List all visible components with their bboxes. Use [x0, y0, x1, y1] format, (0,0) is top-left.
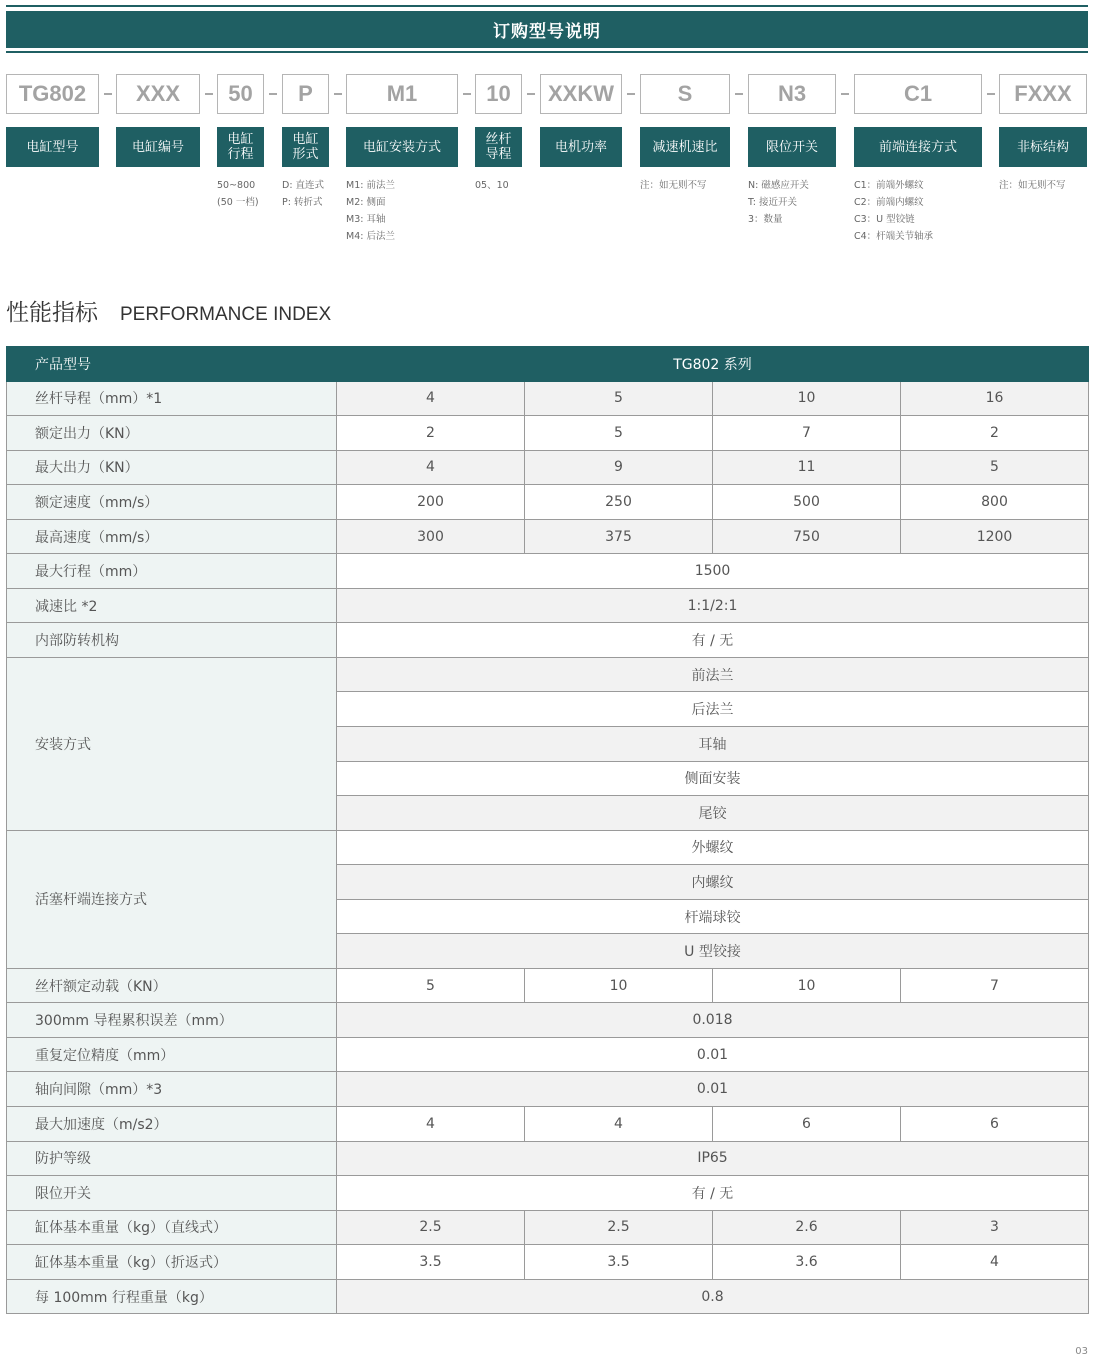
code-label-line: 形式: [292, 147, 319, 162]
table-row: [7, 623, 1089, 658]
row-label: 安装方式: [7, 657, 337, 830]
code-separator-dash: [334, 93, 342, 95]
code-separator-dash: [627, 93, 635, 95]
row-value: 4: [337, 381, 525, 416]
code-separator-dash: [269, 93, 277, 95]
row-value: 750: [713, 519, 901, 554]
table-row: [7, 381, 1089, 416]
code-separator-dash: [104, 93, 112, 95]
code-label-line: 限位开关: [765, 139, 818, 155]
code-box: XXKW: [540, 74, 622, 114]
row-value: 有 / 无: [337, 623, 1089, 658]
code-label-line: 电机功率: [554, 139, 607, 155]
row-value: 0.01: [337, 1072, 1089, 1107]
code-box: FXXX: [999, 74, 1087, 114]
row-value: 0.8: [337, 1279, 1089, 1314]
table-row: [7, 1279, 1089, 1314]
code-label-line: 非标结构: [1016, 139, 1069, 155]
row-value: 800: [901, 485, 1089, 520]
row-value: 有 / 无: [337, 1176, 1089, 1211]
code-note-line: C3：U 型铰链: [854, 214, 915, 225]
row-value: 尾铰: [337, 796, 1089, 831]
code-separator-dash: [987, 93, 995, 95]
row-value: 6: [713, 1107, 901, 1142]
row-value: 1200: [901, 519, 1089, 554]
row-value: 4: [901, 1245, 1089, 1280]
row-value: 16: [901, 381, 1089, 416]
code-note: [346, 177, 395, 245]
performance-table: [6, 346, 1089, 1314]
bottom-rule: [6, 51, 1088, 53]
code-label: [854, 127, 982, 167]
code-label-line: 导程: [485, 147, 512, 162]
code-box: P: [282, 74, 329, 114]
code-note-line: M2: 侧面: [346, 197, 386, 208]
code-note-line: T: 接近开关: [748, 197, 797, 208]
row-value: 外螺纹: [337, 830, 1089, 865]
row-value: 5: [525, 416, 713, 451]
code-label: [346, 127, 458, 167]
table-row: [7, 554, 1089, 589]
code-note: [748, 177, 809, 228]
row-value: 250: [525, 485, 713, 520]
row-label: 内部防转机构: [7, 623, 337, 658]
row-value: 3.5: [525, 1245, 713, 1280]
code-separator-dash: [527, 93, 535, 95]
table-row: [7, 519, 1089, 554]
top-rule: [6, 5, 1088, 7]
table-row: [7, 830, 1089, 865]
row-value: 后法兰: [337, 692, 1089, 727]
table-row: [7, 450, 1089, 485]
row-value: 5: [901, 450, 1089, 485]
row-label: 重复定位精度（mm）: [7, 1037, 337, 1072]
row-value: 375: [525, 519, 713, 554]
code-label: [217, 127, 264, 167]
code-label-line: 电缸: [227, 132, 254, 147]
row-value: 7: [713, 416, 901, 451]
row-label: 最大加速度（m/s2）: [7, 1107, 337, 1142]
code-note-line: C4：杆端关节轴承: [854, 231, 934, 242]
header-series: TG802 系列: [337, 347, 1089, 382]
row-label: 额定速度（mm/s）: [7, 485, 337, 520]
page-number: 03: [1075, 1346, 1088, 1357]
code-note-line: (50 一档): [217, 197, 259, 208]
code-note-line: M1: 前法兰: [346, 180, 395, 191]
row-label: 轴向间隙（mm）*3: [7, 1072, 337, 1107]
code-note-line: M4: 后法兰: [346, 231, 395, 242]
code-note-line: P: 转折式: [282, 197, 323, 208]
code-label-line: 电缸型号: [26, 139, 79, 155]
row-value: 1:1/2:1: [337, 588, 1089, 623]
row-value: 耳轴: [337, 727, 1089, 762]
code-note-line: C1：前端外螺纹: [854, 180, 924, 191]
row-value: IP65: [337, 1141, 1089, 1176]
code-label: [6, 127, 99, 167]
row-value: 侧面安装: [337, 761, 1089, 796]
row-value: 10: [713, 968, 901, 1003]
row-value: 2: [901, 416, 1089, 451]
row-value: 5: [337, 968, 525, 1003]
code-label-line: 前端连接方式: [878, 139, 957, 155]
row-label: 额定出力（KN）: [7, 416, 337, 451]
section-title-zh: 性能指标: [6, 300, 98, 326]
code-label: [540, 127, 622, 167]
header-label: 产品型号: [7, 347, 337, 382]
table-row: [7, 1245, 1089, 1280]
code-note-line: 注：如无则不写: [999, 180, 1066, 191]
row-value: 4: [337, 450, 525, 485]
code-note: [854, 177, 933, 245]
code-note-line: D: 直连式: [282, 180, 325, 191]
row-label: 丝杆导程（mm）*1: [7, 381, 337, 416]
code-label-line: 丝杆: [485, 132, 512, 147]
section-title: [6, 294, 331, 327]
code-label-line: 电缸安装方式: [362, 139, 441, 155]
code-note-line: N: 磁感应开关: [748, 180, 809, 191]
code-box: TG802: [6, 74, 99, 114]
table-row: [7, 1037, 1089, 1072]
code-note: [640, 177, 707, 194]
row-value: 前法兰: [337, 657, 1089, 692]
table-row: [7, 485, 1089, 520]
row-label: 防护等级: [7, 1141, 337, 1176]
row-label: 限位开关: [7, 1176, 337, 1211]
row-value: 3.5: [337, 1245, 525, 1280]
code-label-line: 电缸: [292, 132, 319, 147]
row-label: 缸体基本重量（kg）（折返式）: [7, 1245, 337, 1280]
code-note-line: 3：数量: [748, 214, 783, 225]
code-note-line: 50~800: [217, 180, 256, 191]
code-label: [640, 127, 730, 167]
row-value: 1500: [337, 554, 1089, 589]
row-label: 最高速度（mm/s）: [7, 519, 337, 554]
row-value: 3: [901, 1210, 1089, 1245]
table-row: [7, 416, 1089, 451]
row-value: 300: [337, 519, 525, 554]
code-note: [475, 177, 509, 194]
row-label: 最大行程（mm）: [7, 554, 337, 589]
table-row: [7, 1210, 1089, 1245]
row-value: U 型铰接: [337, 934, 1089, 969]
section-title-en: PERFORMANCE INDEX: [120, 304, 332, 325]
row-value: 2.6: [713, 1210, 901, 1245]
code-box: 10: [475, 74, 522, 114]
row-label: 每 100mm 行程重量（kg）: [7, 1279, 337, 1314]
row-value: 0.018: [337, 1003, 1089, 1038]
row-label: 减速比 *2: [7, 588, 337, 623]
code-label-line: 减速机速比: [652, 139, 718, 155]
row-value: 杆端球铰: [337, 899, 1089, 934]
row-value: 10: [525, 968, 713, 1003]
row-label: 缸体基本重量（kg）（直线式）: [7, 1210, 337, 1245]
row-value: 200: [337, 485, 525, 520]
table-row: [7, 1141, 1089, 1176]
code-box: C1: [854, 74, 982, 114]
code-box: XXX: [116, 74, 200, 114]
code-box: M1: [346, 74, 458, 114]
code-separator-dash: [841, 93, 849, 95]
row-value: 5: [525, 381, 713, 416]
code-label: [116, 127, 200, 167]
code-label: [999, 127, 1087, 167]
table-header-row: [7, 347, 1089, 382]
row-label: 活塞杆端连接方式: [7, 830, 337, 968]
row-value: 4: [525, 1107, 713, 1142]
order-title: 订购型号说明: [6, 11, 1088, 48]
row-value: 内螺纹: [337, 865, 1089, 900]
code-note-line: C2：前端内螺纹: [854, 197, 924, 208]
code-note: [217, 177, 259, 211]
code-note-line: 注：如无则不写: [640, 180, 707, 191]
table-row: [7, 968, 1089, 1003]
code-note: [999, 177, 1066, 194]
code-separator-dash: [205, 93, 213, 95]
table-row: [7, 1176, 1089, 1211]
code-note-line: 05、10: [475, 180, 509, 191]
code-note-line: M3: 耳轴: [346, 214, 386, 225]
row-label: 丝杆额定动载（KN）: [7, 968, 337, 1003]
table-row: [7, 657, 1089, 692]
code-label: [282, 127, 329, 167]
table-row: [7, 1003, 1089, 1038]
row-label: 300mm 导程累积误差（mm）: [7, 1003, 337, 1038]
row-value: 4: [337, 1107, 525, 1142]
code-box: 50: [217, 74, 264, 114]
row-value: 2: [337, 416, 525, 451]
row-label: 最大出力（KN）: [7, 450, 337, 485]
row-value: 9: [525, 450, 713, 485]
row-value: 3.6: [713, 1245, 901, 1280]
code-label: [475, 127, 522, 167]
code-note: [282, 177, 324, 211]
table-row: [7, 1107, 1089, 1142]
code-label-line: 行程: [227, 147, 254, 162]
table-row: [7, 1072, 1089, 1107]
row-value: 6: [901, 1107, 1089, 1142]
row-value: 500: [713, 485, 901, 520]
code-box: S: [640, 74, 730, 114]
row-value: 7: [901, 968, 1089, 1003]
code-label-line: 电缸编号: [131, 139, 184, 155]
row-value: 10: [713, 381, 901, 416]
row-value: 2.5: [525, 1210, 713, 1245]
code-separator-dash: [735, 93, 743, 95]
row-value: 11: [713, 450, 901, 485]
row-value: 2.5: [337, 1210, 525, 1245]
code-separator-dash: [463, 93, 471, 95]
table-row: [7, 588, 1089, 623]
code-box: N3: [748, 74, 836, 114]
code-label: [748, 127, 836, 167]
row-value: 0.01: [337, 1037, 1089, 1072]
